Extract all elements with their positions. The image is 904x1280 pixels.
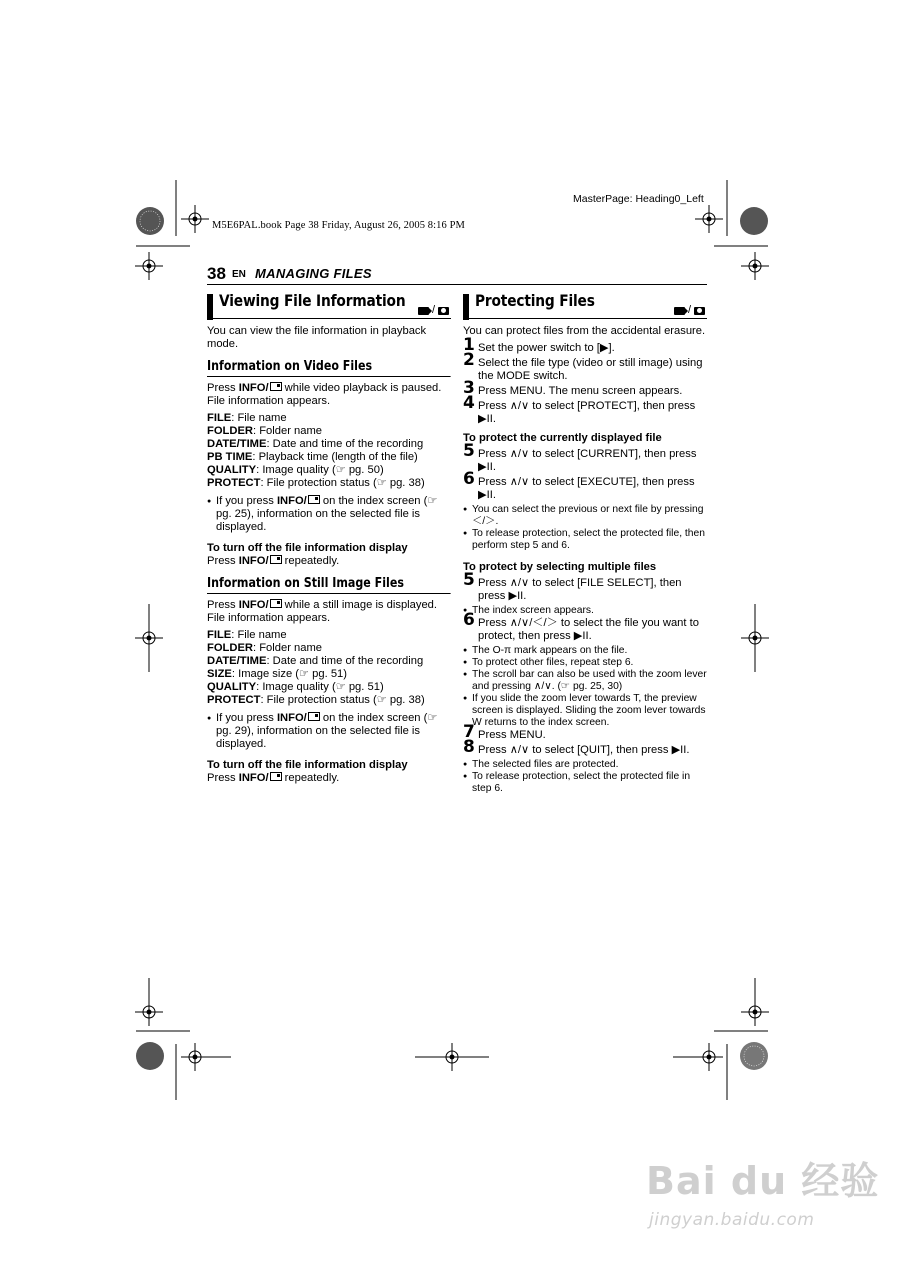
page-header <box>207 264 707 285</box>
info-icon <box>270 772 282 781</box>
left-column <box>207 292 451 789</box>
still-off-heading: To turn off the file information display <box>207 759 408 771</box>
multi-step-7: 7 Press MENU. <box>463 722 546 742</box>
book-info-line: M5E6PAL.book Page 38 Friday, August 26, 2005 8:16 PM <box>212 220 465 231</box>
still-definitions <box>207 629 451 707</box>
definition-row: FOLDER: Folder name <box>207 425 323 437</box>
definition-row: PB TIME: Playback time (length of the file) <box>207 451 418 463</box>
bullet-item: ● The selected files are protected. <box>463 759 707 771</box>
definition-row: FILE: File name <box>207 412 287 424</box>
info-icon <box>270 555 282 564</box>
video-info-heading: Information on Video Files <box>207 360 451 377</box>
bullet-item: ● The O‑π mark appears on the file. <box>463 645 707 657</box>
section-title: MANAGING FILES <box>255 266 372 281</box>
multi-step-8-bullets <box>463 759 707 795</box>
step-2: 2 Select the file type (video or still image) using the MODE switch. <box>463 350 703 382</box>
video-mode-icon <box>418 307 429 315</box>
info-icon <box>270 599 282 608</box>
current-steps <box>463 441 707 502</box>
multi-step-8: 8 Press ∧/∨ to select [QUIT], then press ▶II. <box>463 737 690 757</box>
page-number: 38 <box>207 264 226 283</box>
still-mode-icon <box>694 307 705 315</box>
viewing-heading: Viewing File Information / <box>207 292 451 319</box>
definition-row: QUALITY: Image quality (☞ pg. 50) <box>207 464 384 476</box>
definition-row: DATE/TIME: Date and time of the recording <box>207 438 424 450</box>
step-4: 4 Press ∧/∨ to select [PROTECT], then press ▶II. <box>463 393 696 425</box>
video-definitions <box>207 412 451 490</box>
step-1: 1 Set the power switch to [▶]. <box>463 335 615 355</box>
video-mode-icon <box>674 307 685 315</box>
info-icon <box>270 382 282 391</box>
viewing-intro: You can view the file information in playback mode. <box>207 325 427 350</box>
protecting-heading: Protecting Files / <box>463 292 707 319</box>
steps-1-4 <box>463 335 707 426</box>
still-off-text: Press INFO/ repeatedly. <box>207 772 340 784</box>
video-off-heading: To turn off the file information display <box>207 542 408 554</box>
page-lang: EN <box>232 269 246 280</box>
still-info-heading: Information on Still Image Files <box>207 577 451 594</box>
protecting-title: Protecting Files <box>475 291 595 310</box>
current-heading: To protect the currently displayed file <box>463 432 662 444</box>
definition-row: DATE/TIME: Date and time of the recording <box>207 655 424 667</box>
still-index-bullet: ● If you press INFO/ on the index screen (☞ pg. 29), information on the selected file is displayed. <box>207 712 451 751</box>
multi-step-6-bullets <box>463 645 707 729</box>
info-icon <box>308 495 320 504</box>
multi-step-5: 5 Press ∧/∨ to select [FILE SELECT], then press ▶II. <box>463 570 682 602</box>
protecting-intro: You can protect files from the accidental erasure. <box>463 325 706 337</box>
multi-step-5-bullet: ● The index screen appears. <box>463 605 707 617</box>
video-press-text: Press INFO/ while video playback is paused. File information appears. <box>207 382 442 407</box>
bullet-item: ● To protect other files, repeat step 6. <box>463 657 707 669</box>
current-bullets <box>463 504 707 552</box>
bullet-item: ● If you slide the zoom lever towards T, the preview screen is displayed. Sliding the zoom lever towards W returns to the index screen. <box>463 693 707 729</box>
multiple-heading: To protect by selecting multiple files <box>463 561 657 573</box>
definition-row: PROTECT: File protection status (☞ pg. 38) <box>207 694 425 706</box>
right-column <box>463 292 707 795</box>
video-index-bullet: ● If you press INFO/ on the index screen (☞ pg. 25), information on the selected file is displayed. <box>207 495 451 534</box>
step-5: 5 Press ∧/∨ to select [CURRENT], then press ▶II. <box>463 441 697 473</box>
definition-row: SIZE: Image size (☞ pg. 51) <box>207 668 347 680</box>
definition-row: FILE: File name <box>207 629 287 641</box>
step-3: 3 Press MENU. The menu screen appears. <box>463 378 683 398</box>
bullet-item: ● To release protection, select the protected file in step 6. <box>463 771 707 795</box>
definition-row: PROTECT: File protection status (☞ pg. 38) <box>207 477 425 489</box>
bullet-item: ● The scroll bar can also be used with the zoom lever and pressing ∧/∨. (☞ pg. 25, 30) <box>463 669 707 693</box>
viewing-title: Viewing File Information <box>219 291 406 310</box>
bullet-item: ● You can select the previous or next file by pressing ＜/＞. <box>463 504 707 528</box>
baidu-watermark: Bai du 经验 <box>646 1159 880 1203</box>
baidu-watermark-url: jingyan.baidu.com <box>649 1210 815 1230</box>
info-icon <box>308 712 320 721</box>
masterpage-label: MasterPage: Heading0_Left <box>573 193 704 205</box>
multi-step-6: 6 Press ∧/∨/＜/＞ to select the file you want to protect, then press ▶II. <box>463 610 699 642</box>
definition-row: FOLDER: Folder name <box>207 642 323 654</box>
step-6: 6 Press ∧/∨ to select [EXECUTE], then press ▶II. <box>463 469 695 501</box>
video-off-text: Press INFO/ repeatedly. <box>207 555 340 567</box>
definition-row: QUALITY: Image quality (☞ pg. 51) <box>207 681 384 693</box>
still-press-text: Press INFO/ while a still image is displayed. File information appears. <box>207 599 438 624</box>
still-mode-icon <box>438 307 449 315</box>
bullet-item: ● To release protection, select the protected file, then perform step 5 and 6. <box>463 528 707 552</box>
